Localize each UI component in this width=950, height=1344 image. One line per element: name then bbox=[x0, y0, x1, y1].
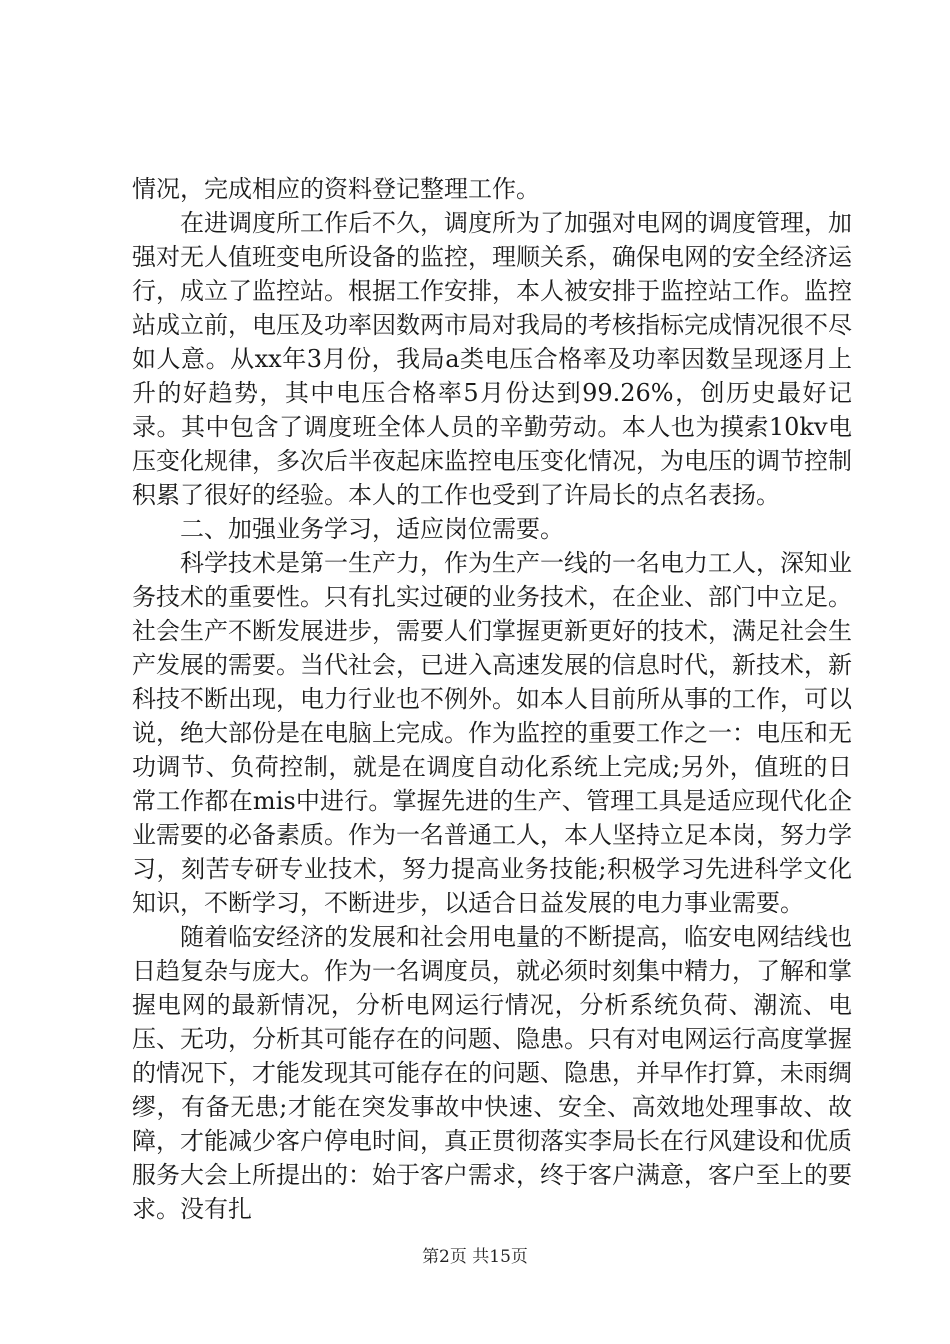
section-heading: 二、加强业务学习，适应岗位需要。 bbox=[180, 515, 564, 543]
document-body bbox=[132, 172, 852, 1226]
page-number-footer: 第2页 共15页 bbox=[422, 1247, 528, 1267]
paragraph-grid-dispatch: 随着临安经济的发展和社会用电量的不断提高，临安电网结线也日趋复杂与庞大。作为一名调度员，就必须时刻集中精力，了解和掌握电网的最新情况，分析电网运行情况，分析系统负荷、潮流、电压、无功，分析其可能存在的问题、隐患。只有对电网运行高度掌握的情况下，才能发现其可能存在的问题、隐患，并早作打算，未雨绸缪，有备无患;才能在突发事故中快速、安全、高效地处理事故、故障，才能减少客户停电时间，真正贯彻落实李局长在行风建设和优质服务大会上所提出的：始于客户需求，终于客户满意，客户至上的要求。没有扎 bbox=[132, 923, 852, 1223]
paragraph-monitoring-station: 在进调度所工作后不久，调度所为了加强对电网的调度管理，加强对无人值班变电所设备的监控，理顺关系，确保电网的安全经济运行，成立了监控站。根据工作安排，本人被安排于监控站工作。监控站成立前，电压及功率因数两市局对我局的考核指标完成情况很不尽如人意。从xx年3月份，我局a类电压合格率及功率因数呈现逐月上升的好趋势，其中电压合格率5月份达到99.26%，创历史最好记录。其中包含了调度班全体人员的辛勤劳动。本人也为摸索10kv电压变化规律，多次后半夜起床监控电压变化情况，为电压的调节控制积累了很好的经验。本人的工作也受到了许局长的点名表扬。 bbox=[132, 209, 852, 509]
paragraph-continuation: 情况，完成相应的资料登记整理工作。 bbox=[132, 175, 540, 203]
paragraph-technology: 科学技术是第一生产力，作为生产一线的一名电力工人，深知业务技术的重要性。只有扎实过硬的业务技术，在企业、部门中立足。社会生产不断发展进步，需要人们掌握更新更好的技术，满足社会生产发展的需要。当代社会，已进入高速发展的信息时代，新技术，新科技不断出现，电力行业也不例外。如本人目前所从事的工作，可以说，绝大部份是在电脑上完成。作为监控的重要工作之一：电压和无功调节、负荷控制，就是在调度自动化系统上完成;另外，值班的日常工作都在mis中进行。掌握先进的生产、管理工具是适应现代化企业需要的必备素质。作为一名普通工人，本人坚持立足本岗，努力学习，刻苦专研专业技术，努力提高业务技能;积极学习先进科学文化知识，不断学习，不断进步，以适合日益发展的电力事业需要。 bbox=[132, 549, 852, 917]
